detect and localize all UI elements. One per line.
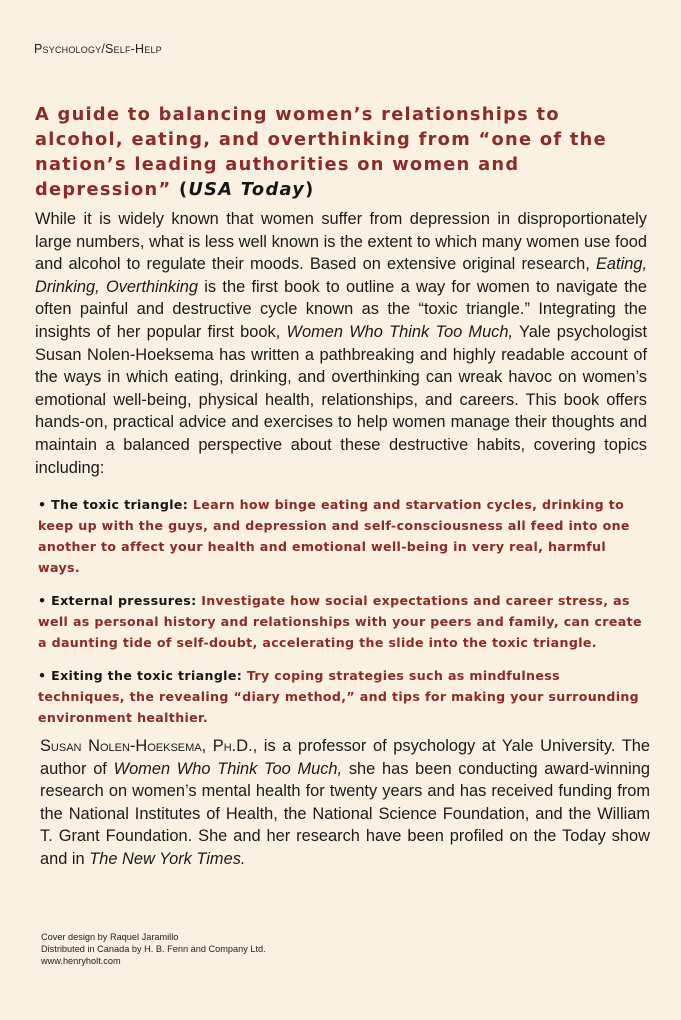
topic-text: Try coping strategies such as mindfulness techniques, the revealing “diary method,” and tips for making your surrounding environment healthier. bbox=[38, 668, 640, 725]
distribution-credit: Distributed in Canada by H. B. Fenn and Company Ltd. bbox=[41, 944, 266, 954]
topic-term: • Exiting the toxic triangle: bbox=[38, 668, 243, 683]
topic-item bbox=[38, 665, 650, 728]
cover-design-credit: Cover design by Raquel Jaramillo bbox=[41, 932, 179, 942]
topic-text: Learn how binge eating and starvation cycles, drinking to keep up with the guys, and depression and self-consciousness all feed into one another to affect your health and emotional well-being in very real, harmful ways. bbox=[38, 497, 630, 575]
author-book-title: Women Who Think Too Much, bbox=[113, 759, 343, 778]
credits bbox=[41, 931, 266, 967]
topic-item bbox=[38, 494, 650, 578]
topic-term: • External pressures: bbox=[38, 593, 197, 608]
topic-text: Investigate how social expectations and career stress, as well as personal history and relationships with your peers and family, can create a daunting tide of self-doubt, accelerating the slide into the toxic triangle. bbox=[38, 593, 642, 650]
headline-source: (USA Today) bbox=[171, 179, 315, 200]
source-title: USA Today bbox=[188, 179, 306, 200]
topic-list bbox=[38, 494, 650, 740]
headline-text: A guide to balancing women’s relationships to alcohol, eating, and overthinking from “one of the nation’s leading authorities on women and depression” bbox=[35, 104, 607, 200]
author-name: Susan Nolen-Hoeksema, Ph.D. bbox=[40, 737, 253, 755]
book-title: Eating, Drinking, Overthinking bbox=[35, 255, 647, 296]
newspaper-title: The New York Times. bbox=[89, 849, 246, 868]
topic-term: • The toxic triangle: bbox=[38, 497, 189, 512]
category-label: Psychology/Self-Help bbox=[34, 42, 162, 56]
previous-book-title: Women Who Think Too Much, bbox=[286, 322, 514, 341]
author-bio: Susan Nolen-Hoeksema, Ph.D., is a professor of psychology at Yale University. The author of Women Who Think Too Much, she has been conducting award-winning research on women’s mental health for twenty years and has received funding from the National Institutes of Health, the National Science Foundation, and the William T. Grant Foundation. She and her research have been profiled on the Today show and in The New York Times. bbox=[40, 737, 650, 868]
description-paragraph: While it is widely known that women suffer from depression in disproportionately large numbers, what is less well known is the extent to which many women use food and alcohol to regulate their moods. Based on extensive original research, Eating, Drinking, Overthinking is the first book to outline a way for women to navigate the often painful and destructive cycle known as the “toxic triangle.” Integrating the insights of her popular first book, Women Who Think Too Much, Yale psychologist Susan Nolen-Hoeksema has written a pathbreaking and highly readable account of the ways in which eating, drinking, and overthinking can wreak havoc on women’s emotional well-being, physical health, relationships, and careers. This book offers hands-on, practical advice and exercises to help women manage their thoughts and maintain a balanced perspective about these destructive habits, covering topics including: bbox=[35, 210, 647, 477]
headline bbox=[35, 102, 655, 202]
publisher-website: www.henryholt.com bbox=[41, 956, 121, 966]
topic-item bbox=[38, 590, 650, 653]
